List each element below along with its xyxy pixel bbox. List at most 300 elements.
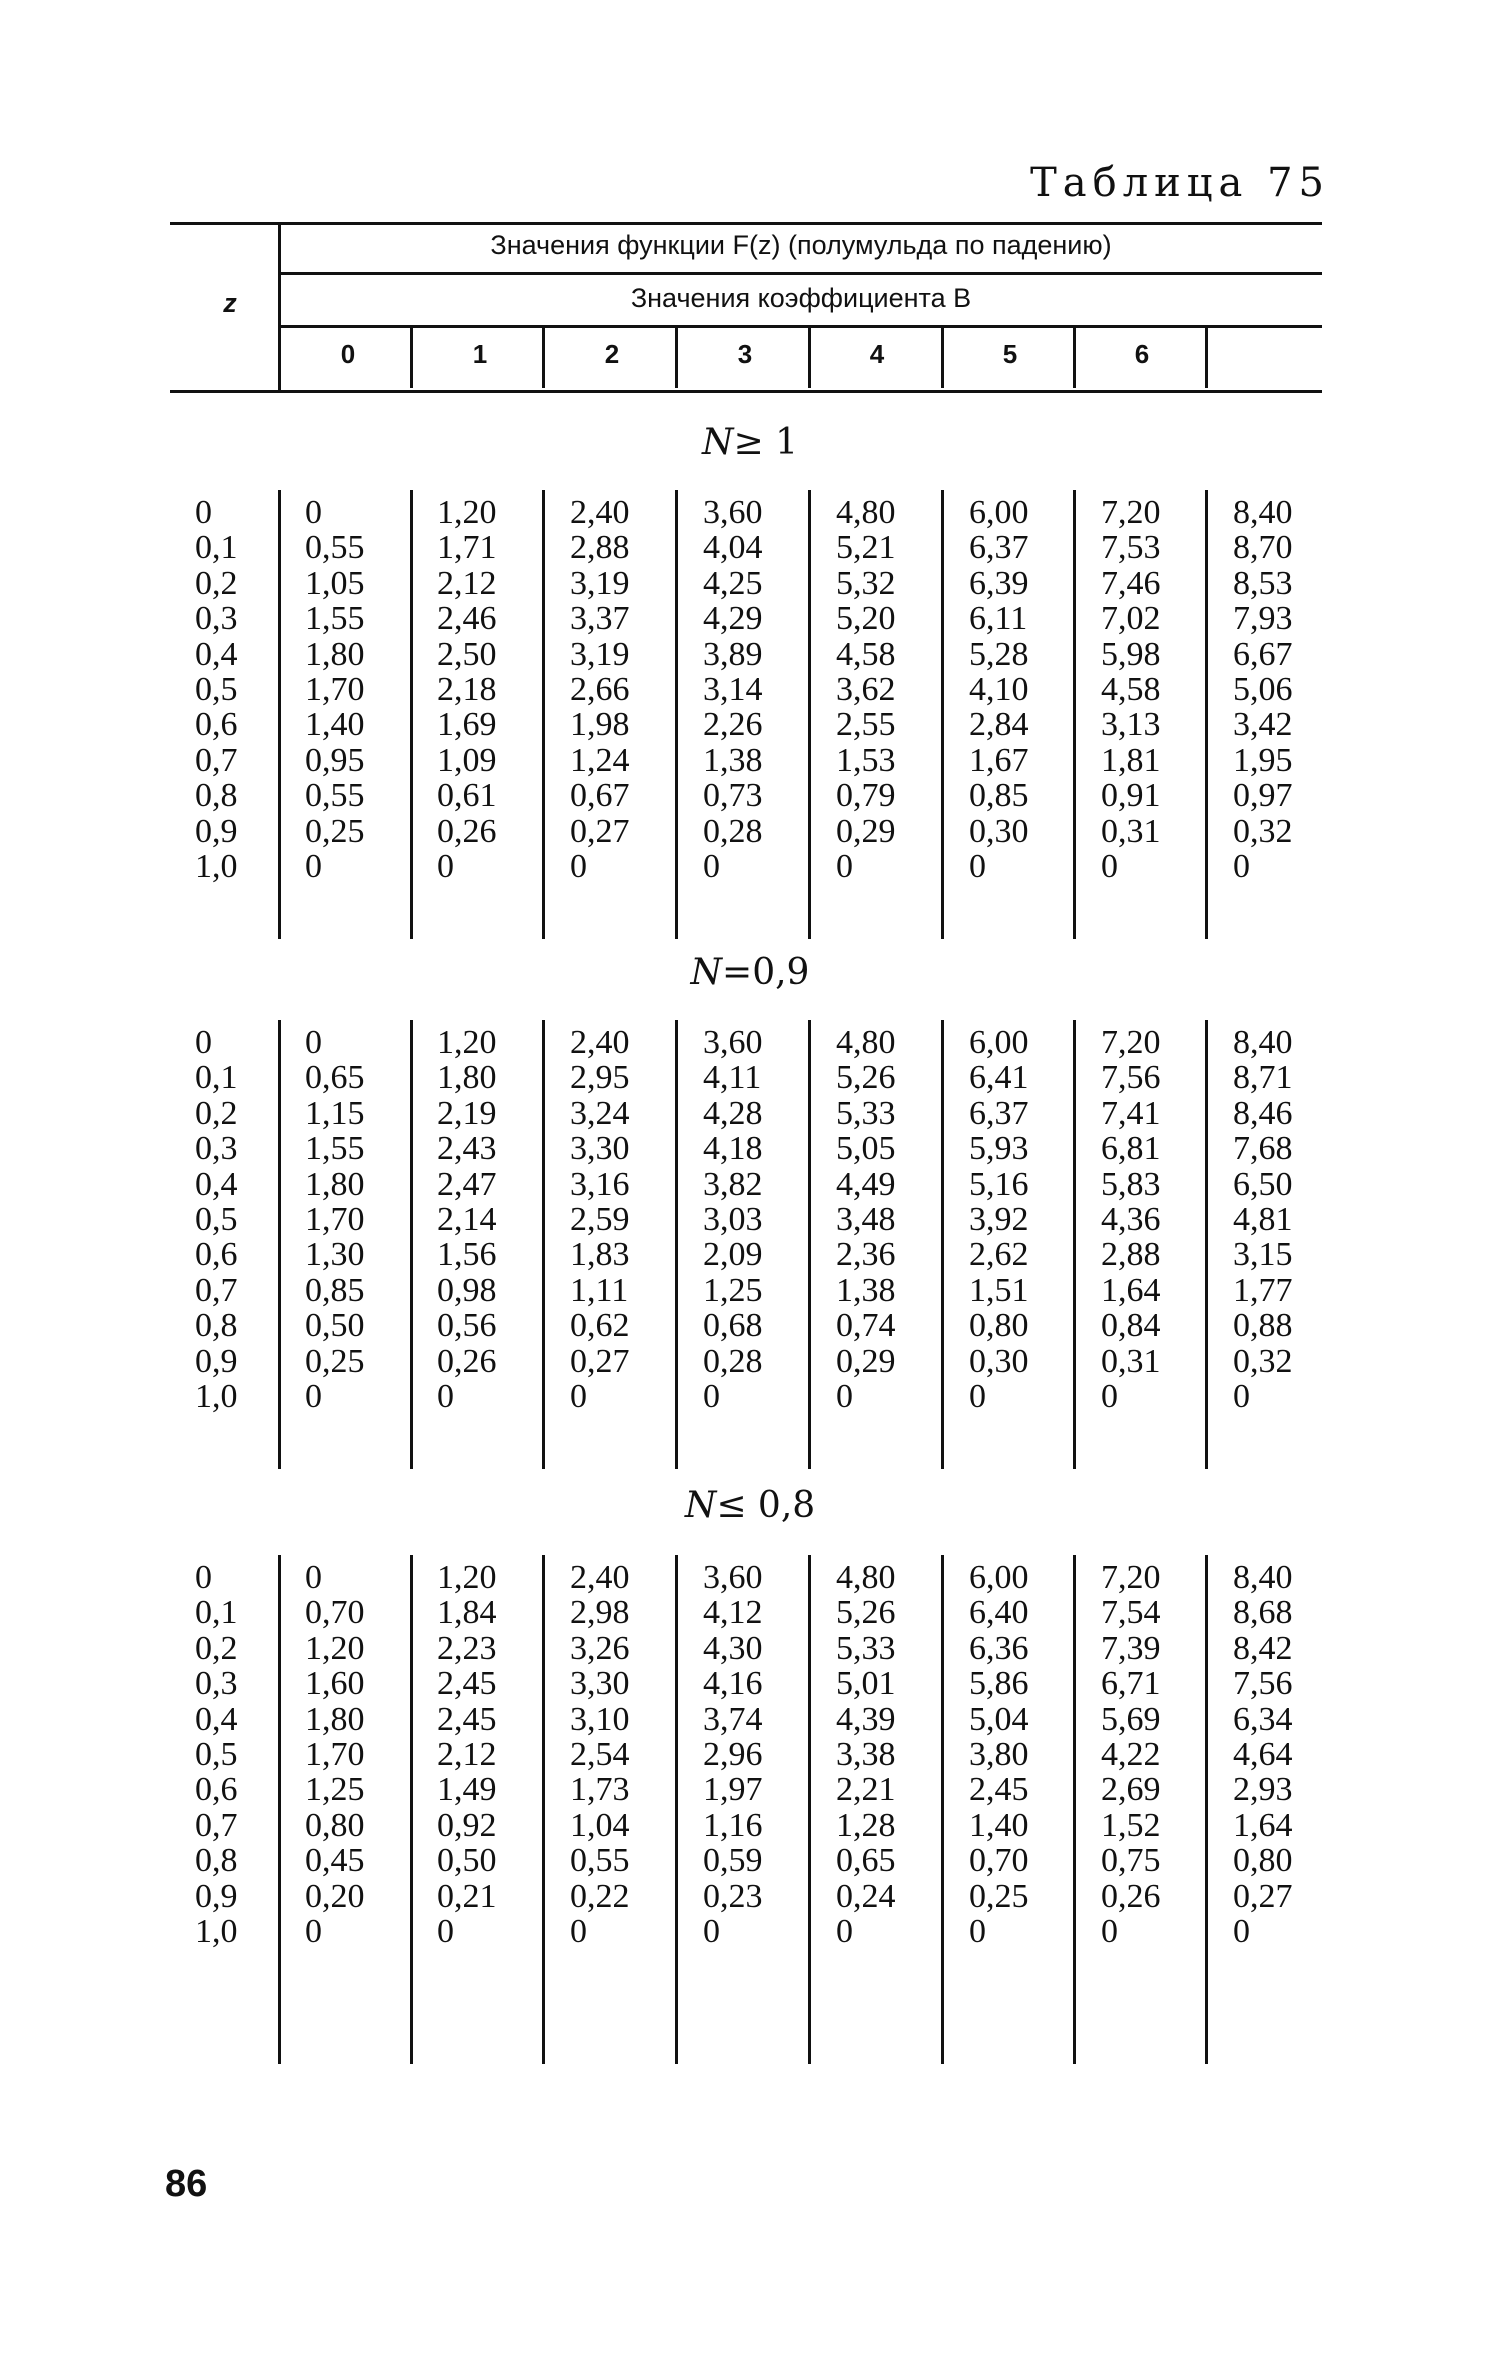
table-cell: 3,30 <box>570 1665 630 1703</box>
table-cell: 0 <box>437 1378 454 1415</box>
table-cell: 4,18 <box>703 1130 763 1168</box>
table-cell: 6,81 <box>1101 1130 1161 1168</box>
table-cell: 0 <box>969 848 986 885</box>
section-variable: N <box>690 952 723 993</box>
z-value: 1,0 <box>195 848 238 885</box>
table-cell: 5,01 <box>836 1665 896 1703</box>
table-cell: 2,96 <box>703 1736 763 1773</box>
table-cell: 1,28 <box>836 1806 896 1844</box>
table-cell: 2,45 <box>437 1700 497 1738</box>
z-value: 0,3 <box>195 600 238 638</box>
table-cell: 2,19 <box>437 1094 497 1132</box>
table-cell: 0,85 <box>969 777 1029 815</box>
table-cell: 8,70 <box>1233 529 1293 567</box>
table-cell: 2,93 <box>1233 1771 1293 1809</box>
table-cell: 1,05 <box>305 564 365 602</box>
column-header-6: 6 <box>1134 339 1150 369</box>
table-cell: 3,89 <box>703 635 763 673</box>
page-number: 86 <box>165 2163 208 2205</box>
table-cell: 2,88 <box>570 529 630 567</box>
table-cell: 3,15 <box>1233 1236 1293 1274</box>
z-value: 0,4 <box>195 635 238 673</box>
table-cell: 1,20 <box>437 1559 497 1596</box>
table-cell: 0,21 <box>437 1877 497 1915</box>
table-cell: 0,70 <box>969 1842 1029 1880</box>
table-cell: 0 <box>437 848 454 885</box>
table-cell: 0,95 <box>305 741 365 779</box>
table-cell: 3,14 <box>703 671 763 708</box>
table-cell: 4,11 <box>703 1059 762 1097</box>
table-cell: 0,62 <box>570 1307 630 1345</box>
table-cell: 0,31 <box>1101 812 1161 850</box>
table-cell: 0,20 <box>305 1877 365 1915</box>
table-cell: 6,40 <box>969 1594 1029 1632</box>
table-cell: 2,95 <box>570 1059 630 1097</box>
z-value: 0,8 <box>195 1307 238 1345</box>
table-cell: 8,68 <box>1233 1594 1293 1632</box>
table-cell: 1,80 <box>305 1700 365 1738</box>
table-cell: 6,00 <box>969 1559 1029 1596</box>
z-value: 0,7 <box>195 1806 238 1844</box>
table-cell: 0 <box>1101 1378 1118 1415</box>
table-cell: 0,88 <box>1233 1307 1293 1345</box>
z-column-label: z <box>223 288 237 318</box>
table-cell: 3,60 <box>703 1024 763 1061</box>
table-cell: 0,27 <box>570 812 630 850</box>
table-cell: 0,50 <box>305 1307 365 1345</box>
table-cell: 4,25 <box>703 564 763 602</box>
table-cell: 2,54 <box>570 1736 630 1773</box>
table-cell: 0,97 <box>1233 777 1293 815</box>
table-cell: 2,66 <box>570 671 630 708</box>
table-cell: 2,26 <box>703 706 763 744</box>
table-cell: 7,54 <box>1101 1594 1161 1632</box>
table-cell: 0 <box>836 848 853 885</box>
table-cell: 1,55 <box>305 600 365 638</box>
table-cell: 7,68 <box>1233 1130 1293 1168</box>
table-cell: 5,06 <box>1233 671 1293 708</box>
table-cell: 2,12 <box>437 1736 497 1773</box>
table-cell: 3,92 <box>969 1201 1029 1238</box>
z-value: 0,2 <box>195 564 238 602</box>
table-cell: 0,27 <box>570 1342 630 1380</box>
table-cell: 0,84 <box>1101 1307 1161 1345</box>
table-cell: 1,95 <box>1233 741 1293 779</box>
table-cell: 2,40 <box>570 1024 630 1061</box>
table-cell: 1,49 <box>437 1771 497 1809</box>
z-value: 0,5 <box>195 1201 238 1238</box>
table-cell: 6,39 <box>969 564 1029 602</box>
table-cell: 1,11 <box>570 1271 629 1309</box>
table-cell: 0 <box>1233 1913 1250 1950</box>
table-cell: 3,13 <box>1101 706 1161 744</box>
table-cell: 6,00 <box>969 1024 1029 1061</box>
column-header-4: 4 <box>869 339 885 369</box>
table-cell: 5,86 <box>969 1665 1029 1703</box>
table-cell: 0,70 <box>305 1594 365 1632</box>
column-header-1: 1 <box>472 339 488 369</box>
z-value: 0,5 <box>195 1736 238 1773</box>
table-cell: 0,28 <box>703 1342 763 1380</box>
z-value: 0,9 <box>195 1877 238 1915</box>
table-cell: 0,68 <box>703 1307 763 1345</box>
table-cell: 0,32 <box>1233 1342 1293 1380</box>
table-cell: 0 <box>969 1378 986 1415</box>
z-value: 0,3 <box>195 1130 238 1168</box>
table-cell: 1,16 <box>703 1806 763 1844</box>
table-cell: 2,62 <box>969 1236 1029 1274</box>
table-cell: 5,21 <box>836 529 896 567</box>
column-header-3: 3 <box>737 339 753 369</box>
table-cell: 4,04 <box>703 529 763 567</box>
table-cell: 0 <box>836 1913 853 1950</box>
table-cell: 5,05 <box>836 1130 896 1168</box>
table-cell: 1,15 <box>305 1094 365 1132</box>
table-cell: 4,81 <box>1233 1201 1293 1238</box>
table-cell: 6,11 <box>969 600 1028 638</box>
table-cell: 0,25 <box>305 1342 365 1380</box>
table-cell: 4,10 <box>969 671 1029 708</box>
table-cell: 2,98 <box>570 1594 630 1632</box>
table-cell: 0,26 <box>1101 1877 1161 1915</box>
table-cell: 0,65 <box>836 1842 896 1880</box>
table-cell: 0,91 <box>1101 777 1161 815</box>
table-cell: 5,93 <box>969 1130 1029 1168</box>
table-cell: 2,40 <box>570 1559 630 1596</box>
z-value: 0,9 <box>195 1342 238 1380</box>
table-cell: 0,32 <box>1233 812 1293 850</box>
column-header-5: 5 <box>1002 339 1018 369</box>
table-cell: 0,50 <box>437 1842 497 1880</box>
table-cell: 0,55 <box>305 529 365 567</box>
table-cell: 0 <box>1101 848 1118 885</box>
table-cell: 1,30 <box>305 1236 365 1274</box>
table-cell: 3,82 <box>703 1165 763 1203</box>
z-value: 0,2 <box>195 1094 238 1132</box>
table-cell: 3,48 <box>836 1201 896 1238</box>
table-cell: 0,31 <box>1101 1342 1161 1380</box>
table-cell: 4,39 <box>836 1700 896 1738</box>
table-cell: 4,29 <box>703 600 763 638</box>
table-cell: 6,00 <box>969 494 1029 531</box>
table-cell: 1,80 <box>437 1059 497 1097</box>
table-cell: 4,22 <box>1101 1736 1161 1773</box>
table-cell: 1,09 <box>437 741 497 779</box>
table-cell: 1,60 <box>305 1665 365 1703</box>
table-cell: 8,71 <box>1233 1059 1293 1097</box>
table-cell: 2,40 <box>570 494 630 531</box>
table-cell: 2,36 <box>836 1236 896 1274</box>
table-cell: 2,21 <box>836 1771 896 1809</box>
table-cell: 7,02 <box>1101 600 1161 638</box>
table-cell: 6,34 <box>1233 1700 1293 1738</box>
table-cell: 7,39 <box>1101 1629 1161 1667</box>
table-cell: 2,43 <box>437 1130 497 1168</box>
table-cell: 0 <box>1233 1378 1250 1415</box>
table-cell: 6,37 <box>969 529 1029 567</box>
table-cell: 3,24 <box>570 1094 630 1132</box>
section-condition: =0,9 <box>722 952 810 993</box>
table-cell: 1,55 <box>305 1130 365 1168</box>
table-cell: 0,73 <box>703 777 763 815</box>
table-cell: 4,80 <box>836 1559 896 1596</box>
table-cell: 0 <box>570 1378 587 1415</box>
table-cell: 4,36 <box>1101 1201 1161 1238</box>
table-cell: 1,52 <box>1101 1806 1161 1844</box>
table-cell: 0,65 <box>305 1059 365 1097</box>
table-cell: 6,41 <box>969 1059 1029 1097</box>
z-value: 0,8 <box>195 1842 238 1880</box>
table-cell: 2,12 <box>437 564 497 602</box>
table-cell: 1,70 <box>305 671 365 708</box>
table-cell: 0,28 <box>703 812 763 850</box>
table-cell: 0,23 <box>703 1877 763 1915</box>
table-cell: 0 <box>1233 848 1250 885</box>
z-value: 0,1 <box>195 1594 238 1632</box>
table-cell: 3,60 <box>703 494 763 531</box>
table-cell: 3,26 <box>570 1629 630 1667</box>
table-cell: 5,83 <box>1101 1165 1161 1203</box>
table-cell: 4,49 <box>836 1165 896 1203</box>
table-cell: 1,71 <box>437 529 497 567</box>
z-value: 0 <box>195 1559 212 1596</box>
section-title <box>550 422 950 463</box>
z-value: 0,2 <box>195 1629 238 1667</box>
table-cell: 0 <box>836 1378 853 1415</box>
table-cell: 0,25 <box>969 1877 1029 1915</box>
table-cell: 6,36 <box>969 1629 1029 1667</box>
table-cell: 7,56 <box>1101 1059 1161 1097</box>
z-value: 0,4 <box>195 1165 238 1203</box>
z-value: 0,8 <box>195 777 238 815</box>
z-value: 0,4 <box>195 1700 238 1738</box>
table-cell: 0 <box>703 1378 720 1415</box>
table-cell: 1,83 <box>570 1236 630 1274</box>
table-title: Таблица 75 <box>1030 160 1330 206</box>
table-cell: 1,67 <box>969 741 1029 779</box>
table-cell: 0,80 <box>305 1806 365 1844</box>
section-variable: N <box>701 422 734 463</box>
table-cell: 2,46 <box>437 600 497 638</box>
table-cell: 2,14 <box>437 1201 497 1238</box>
table-cell: 3,80 <box>969 1736 1029 1773</box>
table-cell: 2,69 <box>1101 1771 1161 1809</box>
table-cell: 0 <box>305 848 322 885</box>
table-cell: 1,73 <box>570 1771 630 1809</box>
table-cell: 0,75 <box>1101 1842 1161 1880</box>
table-cell: 0,56 <box>437 1307 497 1345</box>
table-cell: 3,19 <box>570 635 630 673</box>
table-cell: 4,16 <box>703 1665 763 1703</box>
table-cell: 2,47 <box>437 1165 497 1203</box>
table-cell: 8,40 <box>1233 494 1293 531</box>
table-cell: 3,74 <box>703 1700 763 1738</box>
table-cell: 1,20 <box>305 1629 365 1667</box>
table-cell: 0 <box>570 848 587 885</box>
table-cell: 3,19 <box>570 564 630 602</box>
table-cell: 3,37 <box>570 600 630 638</box>
table-cell: 1,64 <box>1233 1806 1293 1844</box>
column-header-0: 0 <box>340 339 356 369</box>
table-cell: 2,09 <box>703 1236 763 1274</box>
z-value: 0,9 <box>195 812 238 850</box>
table-cell: 1,24 <box>570 741 630 779</box>
table-cell: 4,30 <box>703 1629 763 1667</box>
table-cell: 0 <box>570 1913 587 1950</box>
table-cell: 5,33 <box>836 1629 896 1667</box>
table-cell: 2,18 <box>437 671 497 708</box>
column-header-2: 2 <box>604 339 620 369</box>
table-cell: 6,67 <box>1233 635 1293 673</box>
table-cell: 4,80 <box>836 494 896 531</box>
table-cell: 0 <box>305 1378 322 1415</box>
table-cell: 1,70 <box>305 1736 365 1773</box>
table-cell: 1,81 <box>1101 741 1161 779</box>
table-cell: 1,40 <box>969 1806 1029 1844</box>
table-cell: 2,84 <box>969 706 1029 744</box>
table-cell: 5,20 <box>836 600 896 638</box>
z-value: 0 <box>195 1024 212 1061</box>
table-cell: 6,71 <box>1101 1665 1161 1703</box>
table-cell: 7,20 <box>1101 1559 1161 1596</box>
table-cell: 7,56 <box>1233 1665 1293 1703</box>
table-cell: 2,88 <box>1101 1236 1161 1274</box>
section-condition: ≤ 0,8 <box>716 1485 816 1526</box>
table-cell: 7,20 <box>1101 1024 1161 1061</box>
table-cell: 7,53 <box>1101 529 1161 567</box>
table-cell: 3,30 <box>570 1130 630 1168</box>
table-cell: 6,50 <box>1233 1165 1293 1203</box>
table-cell: 0,55 <box>305 777 365 815</box>
table-cell: 4,58 <box>836 635 896 673</box>
table-cell: 8,40 <box>1233 1024 1293 1061</box>
table-cell: 5,16 <box>969 1165 1029 1203</box>
z-value: 0,1 <box>195 1059 238 1097</box>
table-cell: 4,80 <box>836 1024 896 1061</box>
table-cell: 0 <box>1101 1913 1118 1950</box>
z-value: 0,7 <box>195 1271 238 1309</box>
table-cell: 1,56 <box>437 1236 497 1274</box>
table-cell: 5,32 <box>836 564 896 602</box>
table-cell: 2,55 <box>836 706 896 744</box>
table-cell: 0 <box>703 848 720 885</box>
table-cell: 0,45 <box>305 1842 365 1880</box>
table-cell: 1,38 <box>703 741 763 779</box>
table-cell: 0,26 <box>437 812 497 850</box>
table-cell: 3,60 <box>703 1559 763 1596</box>
table-cell: 4,64 <box>1233 1736 1293 1773</box>
table-cell: 0 <box>305 1913 322 1950</box>
table-cell: 5,28 <box>969 635 1029 673</box>
table-cell: 8,42 <box>1233 1629 1293 1667</box>
table-cell: 8,53 <box>1233 564 1293 602</box>
z-value: 0,3 <box>195 1665 238 1703</box>
table-cell: 7,46 <box>1101 564 1161 602</box>
table-cell: 0 <box>437 1913 454 1950</box>
table-cell: 1,98 <box>570 706 630 744</box>
table-cell: 1,51 <box>969 1271 1029 1309</box>
table-cell: 0,30 <box>969 1342 1029 1380</box>
table-cell: 1,25 <box>703 1271 763 1309</box>
table-cell: 0,24 <box>836 1877 896 1915</box>
table-cell: 1,80 <box>305 1165 365 1203</box>
table-cell: 1,64 <box>1101 1271 1161 1309</box>
z-value: 0,5 <box>195 671 238 708</box>
table-cell: 0,74 <box>836 1307 896 1345</box>
table-cell: 0 <box>305 494 322 531</box>
table-cell: 3,16 <box>570 1165 630 1203</box>
table-cell: 5,69 <box>1101 1700 1161 1738</box>
table-cell: 5,26 <box>836 1059 896 1097</box>
table-cell: 1,38 <box>836 1271 896 1309</box>
table-cell: 0,67 <box>570 777 630 815</box>
z-value: 1,0 <box>195 1913 238 1950</box>
z-value: 0,6 <box>195 706 238 744</box>
z-value: 0,6 <box>195 1771 238 1809</box>
table-cell: 3,10 <box>570 1700 630 1738</box>
table-cell: 1,25 <box>305 1771 365 1809</box>
table-cell: 1,80 <box>305 635 365 673</box>
table-cell: 7,41 <box>1101 1094 1161 1132</box>
table-cell: 1,04 <box>570 1806 630 1844</box>
table-cell: 1,77 <box>1233 1271 1293 1309</box>
section-variable: N <box>684 1485 717 1526</box>
table-cell: 3,03 <box>703 1201 763 1238</box>
section-title <box>550 1485 950 1526</box>
coefficient-label: Значения коэффициента B <box>630 283 972 313</box>
table-cell: 5,33 <box>836 1094 896 1132</box>
table-cell: 0,98 <box>437 1271 497 1309</box>
table-cell: 0,25 <box>305 812 365 850</box>
z-value: 0,7 <box>195 741 238 779</box>
table-cell: 0 <box>305 1559 322 1596</box>
table-cell: 0 <box>969 1913 986 1950</box>
table-cell: 0,29 <box>836 1342 896 1380</box>
z-value: 0,1 <box>195 529 238 567</box>
table-cell: 1,69 <box>437 706 497 744</box>
table-cell: 0,80 <box>969 1307 1029 1345</box>
table-cell: 0,26 <box>437 1342 497 1380</box>
table-cell: 0,59 <box>703 1842 763 1880</box>
table-cell: 0,22 <box>570 1877 630 1915</box>
table-cell: 0,80 <box>1233 1842 1293 1880</box>
table-cell: 2,45 <box>437 1665 497 1703</box>
z-value: 1,0 <box>195 1378 238 1415</box>
table-cell: 2,59 <box>570 1201 630 1238</box>
table-cell: 1,20 <box>437 1024 497 1061</box>
table-cell: 1,97 <box>703 1771 763 1809</box>
z-value: 0 <box>195 494 212 531</box>
table-cell: 1,84 <box>437 1594 497 1632</box>
table-cell: 8,46 <box>1233 1094 1293 1132</box>
table-cell: 2,50 <box>437 635 497 673</box>
table-cell: 0,79 <box>836 777 896 815</box>
function-label: Значения функции F(z) (полумульда по падению) <box>490 230 1112 260</box>
table-cell: 0,27 <box>1233 1877 1293 1915</box>
table-cell: 0,30 <box>969 812 1029 850</box>
table-cell: 7,20 <box>1101 494 1161 531</box>
table-cell: 4,58 <box>1101 671 1161 708</box>
table-cell: 0,29 <box>836 812 896 850</box>
table-cell: 0,61 <box>437 777 497 815</box>
table-cell: 0 <box>703 1913 720 1950</box>
table-cell: 5,04 <box>969 1700 1029 1738</box>
table-cell: 1,20 <box>437 494 497 531</box>
table-cell: 0 <box>305 1024 322 1061</box>
table-cell: 0,92 <box>437 1806 497 1844</box>
table-cell: 2,23 <box>437 1629 497 1667</box>
table-cell: 2,45 <box>969 1771 1029 1809</box>
